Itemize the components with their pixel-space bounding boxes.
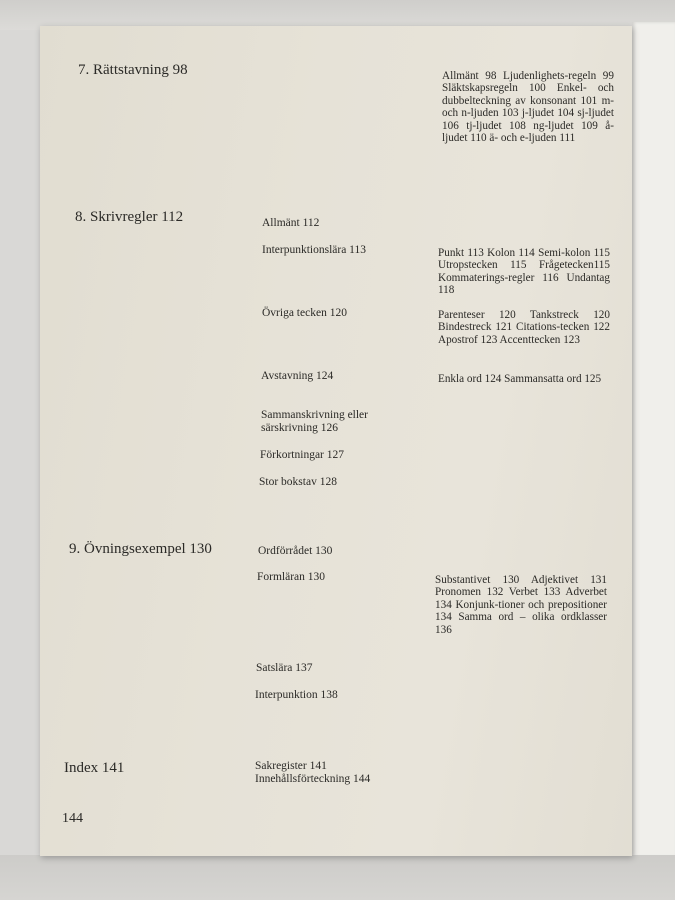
chapter-heading: 9. Övningsexempel 130 (69, 541, 212, 557)
section-title: Satslära 137 (256, 662, 313, 674)
section-title: Innehållsförteckning 144 (255, 773, 371, 785)
adjacent-page-edge (632, 22, 675, 857)
section-details: Enkla ord 124 Sammansatta ord 125 (438, 373, 602, 385)
section-title: Sakregister 141 (255, 760, 327, 772)
section-details: Substantivet 130 Adjektivet 131 Pronomen 132 Verbet 133 Adverbet 134 Konjunk-tioner och prepositioner 134 Samma ord – olika ordklasser 136 (435, 574, 607, 636)
chapter-heading: Index 141 (64, 760, 125, 776)
page-number: 144 (62, 811, 83, 826)
section-details: Parenteser 120 Tankstreck 120 Bindestreck 121 Citations-tecken 122 Apostrof 123 Accenttecken 123 (438, 309, 610, 346)
section-title: Ordförrådet 130 (258, 545, 333, 557)
section-title: Interpunktion 138 (255, 689, 338, 701)
chapter-details: Allmänt 98 Ljudenlighets-regeln 99 Släktskapsregeln 100 Enkel- och dubbelteckning av konsonant 101 m- och n-ljuden 103 j-ljudet 104 sj-ljudet 106 tj-ljudet 108 ng-ljudet 109 å-ljudet 110 ä- och e-ljuden 111 (442, 70, 614, 145)
section-title: Övriga tecken 120 (262, 307, 347, 319)
section-title: Allmänt 112 (262, 217, 320, 229)
chapter-heading: 7. Rättstavning 98 (78, 62, 188, 78)
background-bottom (0, 855, 675, 900)
book-page (40, 26, 632, 856)
section-title: Interpunktionslära 113 (262, 244, 367, 256)
section-title: Formläran 130 (257, 571, 326, 583)
chapter-heading: 8. Skrivregler 112 (75, 209, 184, 225)
section-title: Sammanskrivning eller särskrivning 126 (261, 409, 368, 434)
section-title: Stor bokstav 128 (259, 476, 337, 488)
section-title: Avstavning 124 (261, 370, 334, 382)
section-title: Förkortningar 127 (260, 449, 345, 461)
section-details: Punkt 113 Kolon 114 Semi-kolon 115 Utropstecken 115 Frågetecken115 Kommaterings-regler 116 Undantag 118 (438, 247, 610, 297)
